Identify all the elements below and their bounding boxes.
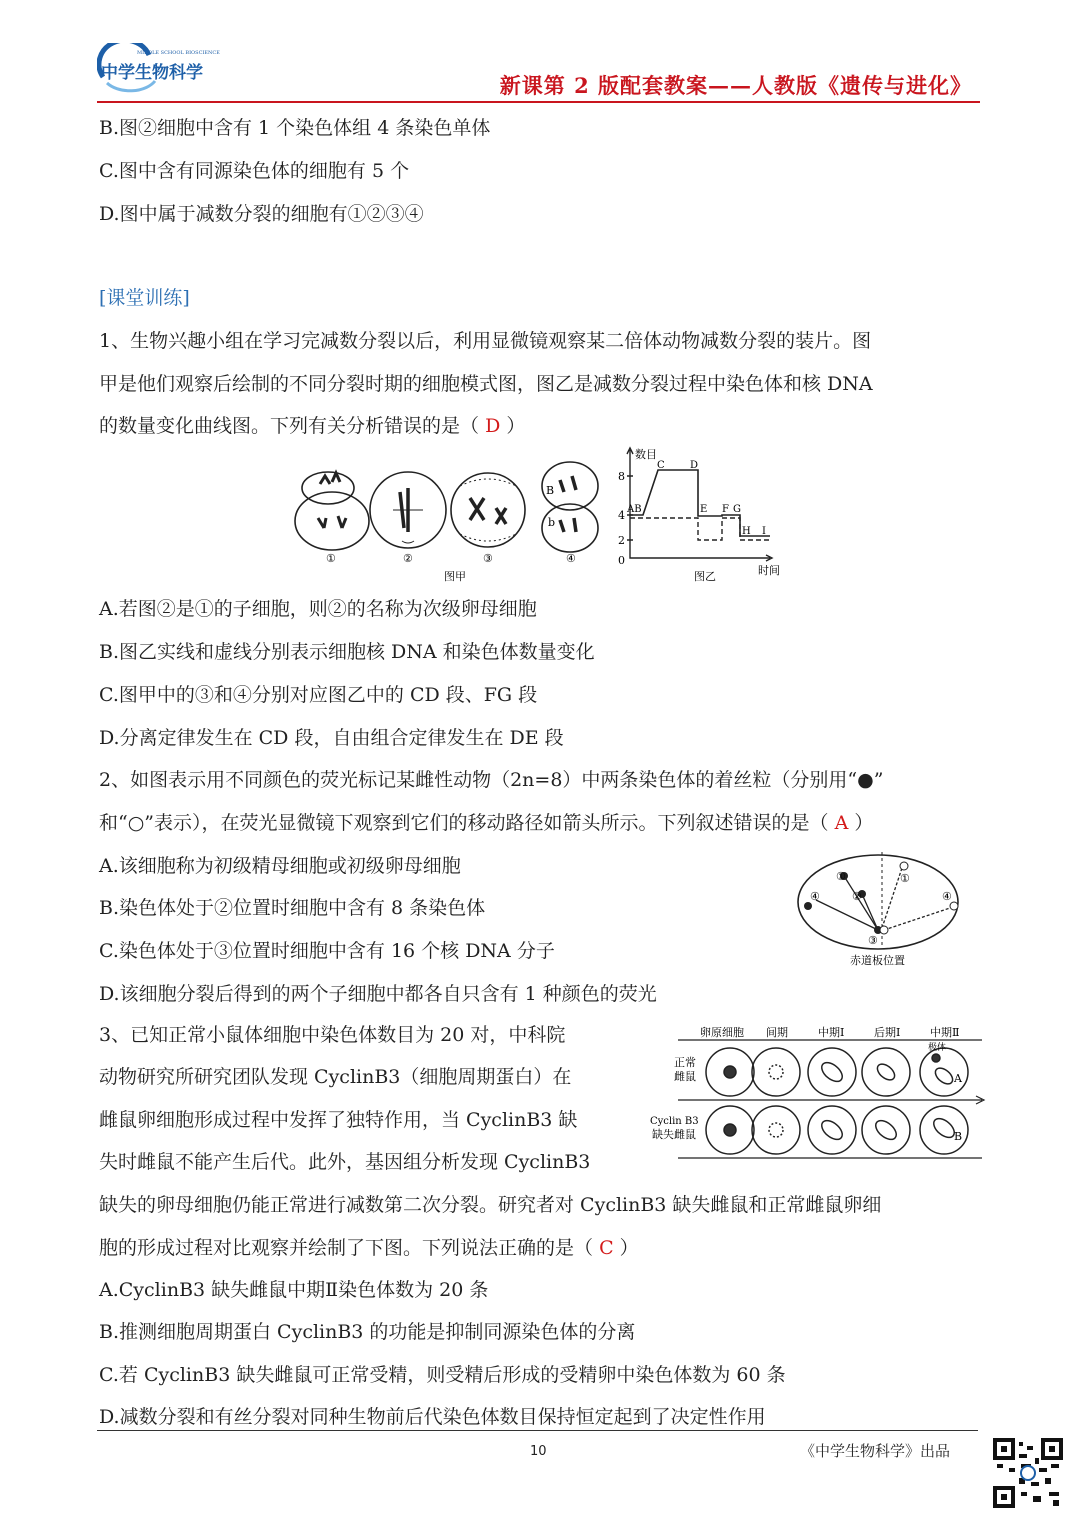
fig-b-label: 图乙	[694, 570, 716, 583]
q2-figure	[792, 848, 972, 970]
footer-credit: 《中学生物科学》出品	[800, 1442, 951, 1460]
q1-stem-line-2: 甲是他们观察后绘制的不同分裂时期的细胞模式图，图乙是减数分裂过程中染色体和核 DNA	[99, 373, 873, 395]
q2-option-d: D.该细胞分裂后得到的两个子细胞中都各自只含有 1 种颜色的荧光	[99, 983, 657, 1005]
prev-option-c: C.图中含有同源染色体的细胞有 5 个	[99, 160, 410, 182]
fig-a-label: 图甲	[444, 570, 466, 583]
graph-label-e: E	[700, 504, 708, 515]
q3-cells	[706, 1048, 968, 1154]
q3-stem-line-1: 3、已知正常小鼠体细胞中染色体数目为 20 对，中科院	[99, 1024, 566, 1046]
q3-row1-label-2: 雌鼠	[674, 1070, 696, 1083]
q1-option-c: C.图甲中的③和④分别对应图乙中的 CD 段、FG 段	[99, 684, 538, 706]
q2-marker-4-filled: ④	[810, 890, 820, 903]
q3-marker-b: B	[954, 1130, 963, 1143]
graph-label-g: G	[733, 504, 741, 515]
q3-option-b: B.推测细胞周期蛋白 CyclinB3 的功能是抑制同源染色体的分离	[99, 1321, 636, 1343]
qr-code-icon	[993, 1438, 1063, 1508]
q3-option-c: C.若 CyclinB3 缺失雌鼠可正常受精，则受精后形成的受精卵中染色体数为 60 条	[99, 1364, 786, 1386]
q3-stage-5: 中期Ⅱ	[930, 1026, 960, 1039]
q2-marker-1-hollow: ①	[900, 872, 910, 885]
q2-option-a: A.该细胞称为初级精母细胞或初级卵母细胞	[99, 855, 461, 877]
q3-option-d: D.减数分裂和有丝分裂对同种生物前后代染色体数目保持恒定起到了决定性作用	[99, 1406, 766, 1428]
q1-option-d: D.分离定律发生在 CD 段，自由组合定律发生在 DE 段	[99, 727, 564, 749]
cell-4-label-b-lower: b	[548, 516, 556, 529]
graph-label-f: F	[722, 504, 729, 515]
q1-option-a: A.若图②是①的子细胞，则②的名称为次级卵母细胞	[99, 598, 537, 620]
cell-label-2: ②	[403, 552, 413, 565]
cell-3-diagram	[451, 473, 525, 547]
cell-1-diagram	[295, 472, 369, 550]
q2-stem-line-1: 2、如图表示用不同颜色的荧光标记某雌性动物（2n=8）中两条染色体的着丝粒（分别用“●”	[99, 769, 884, 791]
q1-option-b: B.图乙实线和虚线分别表示细胞核 DNA 和染色体数量变化	[99, 641, 595, 663]
prev-option-b: B.图②细胞中含有 1 个染色体组 4 条染色单体	[99, 117, 491, 139]
q2-marker-3: ③	[868, 934, 878, 947]
q3-stage-1: 卵原细胞	[700, 1026, 744, 1039]
cell-label-1: ①	[326, 552, 336, 565]
q3-marker-a: A	[954, 1072, 962, 1085]
page-number: 10	[530, 1444, 547, 1459]
q3-close-paren: ）	[619, 1237, 639, 1259]
graph-label-h: H	[742, 526, 751, 537]
q2-stem-text: 和“○”表示），在荧光显微镜下观察到它们的移动路径如箭头所示。下列叙述错误的是（	[99, 812, 829, 834]
q1-stem-text: 的数量变化曲线图。下列有关分析错误的是（	[99, 415, 480, 437]
graph-label-d: D	[690, 460, 699, 471]
q2-option-b: B.染色体处于②位置时细胞中含有 8 条染色体	[99, 897, 486, 919]
q3-stem-line-6	[99, 1234, 639, 1262]
q3-row1-label-1: 正常	[674, 1056, 696, 1069]
graph-x-label: 时间	[758, 564, 780, 577]
logo-text: 中学生物科学	[101, 63, 203, 83]
q3-option-a: A.CyclinB3 缺失雌鼠中期Ⅱ染色体数为 20 条	[99, 1279, 489, 1301]
q3-stem-line-5: 缺失的卵母细胞仍能正常进行减数第二次分裂。研究者对 CyclinB3 缺失雌鼠和正常雌鼠卵细	[99, 1194, 882, 1216]
logo-subtext: MIDDLE SCHOOL BIOSCIENCE	[137, 50, 220, 56]
graph-y-label: 数目	[635, 448, 657, 461]
q3-stem-line-3: 雌鼠卵细胞形成过程中发挥了独特作用，当 CyclinB3 缺	[99, 1109, 578, 1131]
q1-figure	[290, 446, 790, 586]
graph-y-tick-4: 4	[618, 509, 625, 522]
graph-label-c: C	[657, 460, 665, 471]
q1-answer: D	[485, 415, 501, 437]
q1-stem-line-3	[99, 412, 525, 440]
q3-figure	[648, 1020, 988, 1162]
graph-y-tick-0: 0	[618, 554, 625, 567]
q2-close-paren: ）	[854, 812, 874, 834]
q2-marker-4-hollow: ④	[942, 890, 952, 903]
q3-row2-label-1: Cyclin B3	[650, 1116, 699, 1127]
cell-4-label-b-upper: B	[546, 484, 555, 497]
q3-polar-body-label: 极体	[928, 1043, 947, 1053]
header-divider	[97, 101, 980, 103]
graph-y-tick-2: 2	[618, 534, 625, 547]
q3-answer: C	[599, 1237, 614, 1259]
q2-option-c: C.染色体处于③位置时细胞中含有 16 个核 DNA 分子	[99, 940, 555, 962]
q3-stage-2: 间期	[766, 1026, 788, 1039]
prev-option-d: D.图中属于减数分裂的细胞有①②③④	[99, 203, 424, 225]
graph-y-tick-8: 8	[618, 470, 625, 483]
cell-4-diagram	[542, 462, 598, 552]
cell-label-3: ③	[483, 552, 493, 565]
graph-label-ab: AB	[627, 504, 642, 515]
q3-stage-4: 后期Ⅰ	[874, 1026, 901, 1039]
q1-stem-line-1: 1、生物兴趣小组在学习完减数分裂以后，利用显微镜观察某二倍体动物减数分裂的装片。图	[99, 330, 872, 352]
footer-divider	[97, 1430, 978, 1431]
q3-stem-line-4: 失时雌鼠不能产生后代。此外，基因组分析发现 CyclinB3	[99, 1151, 591, 1173]
cell-2-diagram	[370, 472, 446, 548]
graph-label-i: I	[762, 526, 766, 537]
q2-answer: A	[834, 812, 849, 834]
q2-stem-line-2	[99, 809, 873, 837]
header-title: 新课第 2 版配套教案——人教版《遗传与进化》	[499, 73, 972, 98]
logo	[97, 43, 227, 99]
q2-marker-2: ②	[852, 890, 862, 903]
q2-figure-caption: 赤道板位置	[850, 954, 905, 967]
q3-stage-3: 中期Ⅰ	[818, 1026, 845, 1039]
section-title: [课堂训练]	[99, 287, 190, 309]
q3-stem-line-2: 动物研究所研究团队发现 CyclinB3（细胞周期蛋白）在	[99, 1066, 572, 1088]
q1-close-paren: ）	[506, 415, 526, 437]
q3-stem-text: 胞的形成过程对比观察并绘制了下图。下列说法正确的是（	[99, 1237, 594, 1259]
q3-row2-label-2: 缺失雌鼠	[652, 1128, 696, 1141]
cell-label-4: ④	[566, 552, 576, 565]
q2-marker-1-filled: ①	[836, 870, 846, 883]
